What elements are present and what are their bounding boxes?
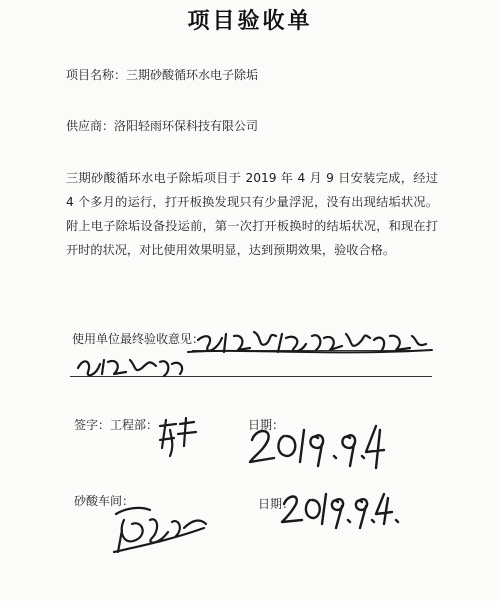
document-title: 项目验收单: [187, 9, 313, 34]
engineering-date-handwritten: [250, 426, 384, 468]
workshop-date-label: 日期：: [258, 497, 295, 511]
workshop-signature-label: 砂酸车间：: [74, 494, 135, 508]
engineering-date-label: 日期：: [248, 418, 285, 432]
supplier-label: 供应商：: [66, 119, 115, 133]
engineering-signature-label: 签字：工程部：: [74, 418, 159, 432]
opinion-label: 使用单位最终验收意见：: [72, 332, 205, 346]
handwritten-opinion: [78, 332, 432, 376]
workshop-date-handwritten: [282, 494, 398, 528]
supplier-value: 洛阳轻雨环保科技有限公司: [114, 119, 259, 133]
project-name-value: 三期砂酸循环水电子除垢: [126, 68, 259, 82]
workshop-signature: [114, 508, 206, 552]
description-paragraph: 三期砂酸循环水电子除垢项目于 2019 年 4 月 9 日安装完成，经过 4 个多月的运行，打开板换发现只有少量浮泥，没有出现结垢状况。附上电子除垢设备投运前，第一次打开板换时的结垢状况，和现在打开时的状况，对比使用效果明显，达到预期效果，验收合格。: [66, 171, 438, 257]
project-name-label: 项目名称：: [66, 68, 127, 82]
engineering-signature: [160, 418, 196, 456]
